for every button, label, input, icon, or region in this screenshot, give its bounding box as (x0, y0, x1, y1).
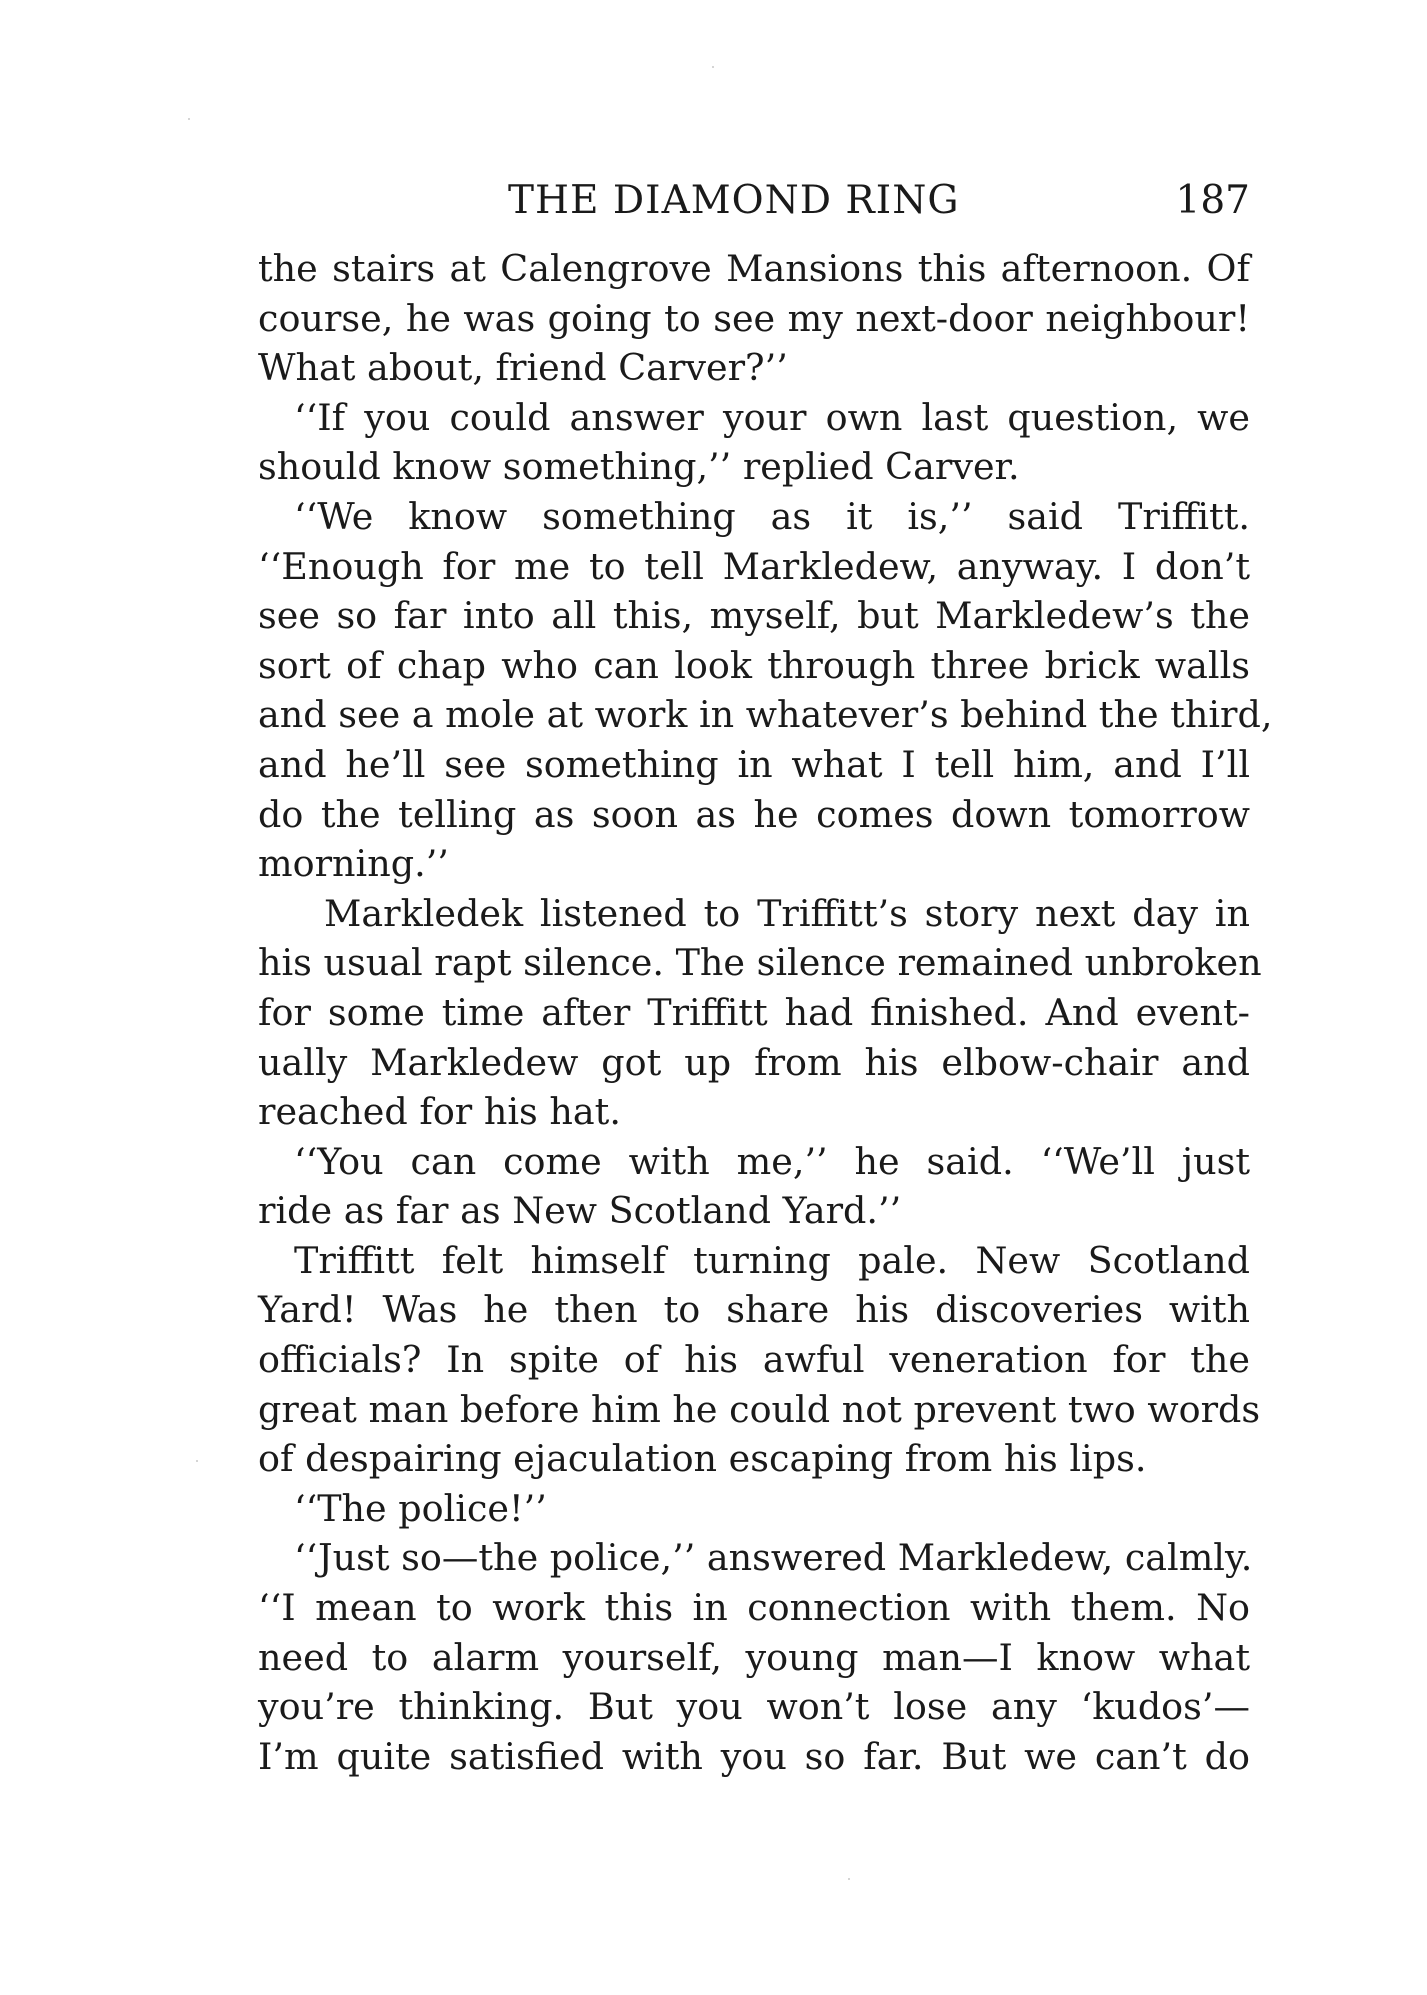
text-line: Yard! Was he then to share his discoveries with (258, 1288, 1250, 1332)
paper-speck (188, 118, 190, 120)
text-line: What about, friend Carver?’’ (258, 346, 788, 390)
text-line: should know something,’’ replied Carver. (258, 445, 1020, 489)
text-line: his usual rapt silence. The silence remained unbroken (258, 941, 1262, 985)
text-line: ‘‘Just so—the police,’’ answered Markledew, calmly. (294, 1536, 1253, 1580)
text-line: and see a mole at work in whatever’s behind the third, (258, 693, 1273, 737)
text-line: ‘‘I mean to work this in connection with them. No (258, 1586, 1250, 1630)
text-line: see so far into all this, myself, but Markledew’s the (258, 594, 1250, 638)
page-number: 187 (1175, 178, 1250, 223)
text-line: of despairing ejaculation escaping from his lips. (258, 1437, 1147, 1481)
text-line: great man before him he could not prevent two words (258, 1387, 1261, 1431)
text-line: ‘‘We know something as it is,’’ said Triffitt. (294, 494, 1250, 538)
text-line: ride as far as New Scotland Yard.’’ (258, 1189, 902, 1233)
text-line: ‘‘You can come with me,’’ he said. ‘‘We’ll just (294, 1139, 1250, 1183)
text-line: the stairs at Calengrove Mansions this afternoon. Of (258, 247, 1250, 290)
text-line: officials? In spite of his awful veneration for the (258, 1338, 1250, 1382)
text-line: morning.’’ (258, 842, 449, 886)
text-line: Markledek listened to Triffitt’s story next day in (324, 891, 1250, 935)
text-line: I’m quite satisfied with you so far. But we can’t do (258, 1734, 1250, 1778)
text-line: ually Markledew got up from his elbow-chair and (258, 1040, 1250, 1084)
text-line: ‘‘The police!’’ (294, 1486, 547, 1530)
text-line: you’re thinking. But you won’t lose any ‘kudos’— (258, 1685, 1250, 1729)
page-header (258, 178, 1250, 228)
paper-speck (712, 66, 714, 68)
text-line: ‘‘Enough for me to tell Markledew, anyway. I don’t (258, 544, 1250, 588)
text-line: and he’ll see something in what I tell him, and I’ll (258, 742, 1250, 786)
text-line: sort of chap who can look through three brick walls (258, 643, 1250, 687)
text-line: need to alarm yourself, young man—I know what (258, 1635, 1250, 1679)
text-line: do the telling as soon as he comes down tomorrow (258, 792, 1250, 836)
text-line: Triffitt felt himself turning pale. New Scotland (294, 1238, 1250, 1282)
text-line: course, he was going to see my next-door neighbour! (258, 296, 1250, 340)
body-text (258, 244, 1273, 1781)
paper-speck (848, 1878, 850, 1880)
text-line: ‘‘If you could answer your own last question, we (294, 395, 1250, 439)
text-line: for some time after Triffitt had finished. And event- (258, 990, 1250, 1034)
running-title: THE DIAMOND RING (508, 178, 960, 223)
text-line: reached for his hat. (258, 1090, 621, 1134)
paper-speck (196, 1460, 198, 1462)
